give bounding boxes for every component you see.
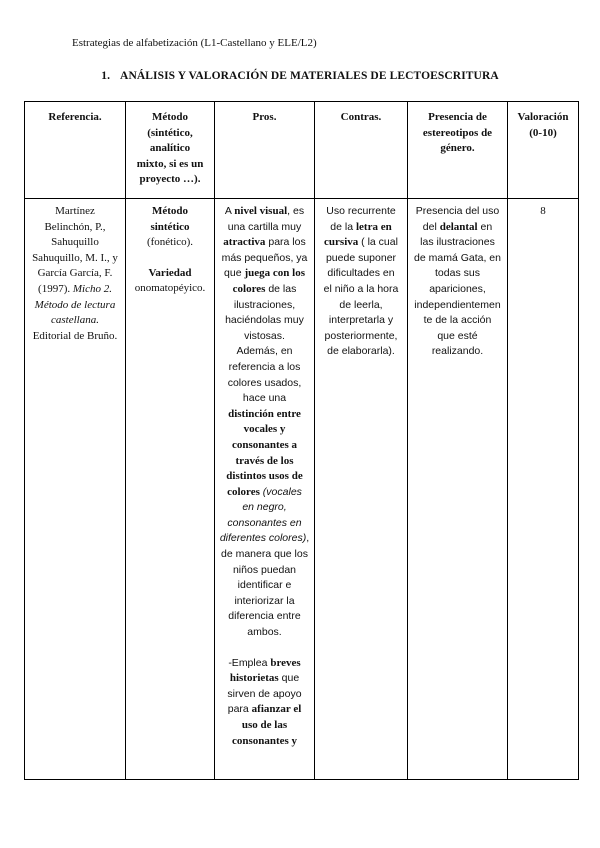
section-heading xyxy=(0,70,600,82)
presencia-text-1: Presencia del uso del xyxy=(415,205,500,233)
pros-text-7: -Emplea xyxy=(228,656,271,669)
section-title: ANÁLISIS Y VALORACIÓN DE MATERIALES DE LECTOESCRITURA xyxy=(120,70,499,82)
pros-bold-3: juega con los colores xyxy=(232,267,305,295)
header-metodo: Método (sintético, analítico mixto, si es un proyecto …). xyxy=(126,102,215,199)
variedad-value: onomatopéyico. xyxy=(134,282,206,295)
header-presencia: Presencia de estereotipos de género. xyxy=(408,102,508,199)
pros-bold-2: atractiva xyxy=(223,236,266,249)
header-valoracion: Valoración (0-10) xyxy=(508,102,579,199)
cell-contras xyxy=(315,199,408,780)
pros-text-8: que sirven de apoyo para xyxy=(227,672,302,716)
cell-valoracion: 8 xyxy=(508,199,579,780)
contras-text-1: Uso recurrente de la xyxy=(326,205,396,233)
pros-text-1: A xyxy=(224,205,235,217)
presencia-text-2: en las ilustraciones de mamá Gata, en todas sus apariciones, independientemen te de la acción que esté realizando. xyxy=(414,220,501,358)
pros-text-3: para los más pequeños, ya que xyxy=(221,236,308,280)
reference-publisher: Editorial de Bruño. xyxy=(32,329,118,342)
page-header: Estrategias de alfabetización (L1-Castellano y ELE/L2) xyxy=(72,37,317,49)
pros-text-4: de las ilustraciones, haciéndolas muy vistosas. Además, en referencia a los colores usados, hace una xyxy=(225,282,304,405)
metodo-type: (fonético). xyxy=(146,236,194,249)
table-row xyxy=(25,199,579,780)
variedad-label: Variedad xyxy=(148,266,192,279)
materials-table xyxy=(24,101,579,780)
pros-bold-8: afianzar el uso de las consonantes y xyxy=(231,703,302,747)
reference-authors: Martínez Belinchón, P., Sahuquillo Sahuquillo, M. I., y García García, F. (1997). xyxy=(32,205,118,295)
section-number: 1. xyxy=(101,70,111,82)
pros-text-6: , de manera que los niños puedan identificar e interiorizar la diferencia entre ambos. xyxy=(221,532,310,639)
table-header-row xyxy=(25,102,579,199)
reference-title: Micho 2. Método de lectura castellana. xyxy=(34,282,116,327)
cell-metodo xyxy=(126,199,215,780)
cell-referencia xyxy=(25,199,126,780)
pros-bold-4: distinción entre vocales y consonantes a través de los distintos usos de colores xyxy=(226,407,303,498)
cell-pros xyxy=(215,199,315,780)
cell-presencia xyxy=(408,199,508,780)
header-contras: Contras. xyxy=(315,102,408,199)
pros-bold-7: breves historietas xyxy=(229,656,301,685)
pros-text-2: , es una cartilla muy xyxy=(227,205,305,233)
metodo-label: Método sintético xyxy=(150,205,190,233)
pros-bold-1: nivel visual xyxy=(234,205,288,217)
header-pros: Pros. xyxy=(215,102,315,199)
contras-text-2: ( la cual puede suponer dificultades en el niño a la hora de leerla, interpretarla y posteriormente, de elaborarla). xyxy=(323,236,399,358)
header-referencia: Referencia. xyxy=(25,102,126,199)
contras-bold-1: letra en cursiva xyxy=(324,220,392,249)
presencia-bold-1: delantal xyxy=(439,220,478,233)
pros-italic-5: (vocales en negro, consonantes en diferentes colores) xyxy=(219,485,307,545)
